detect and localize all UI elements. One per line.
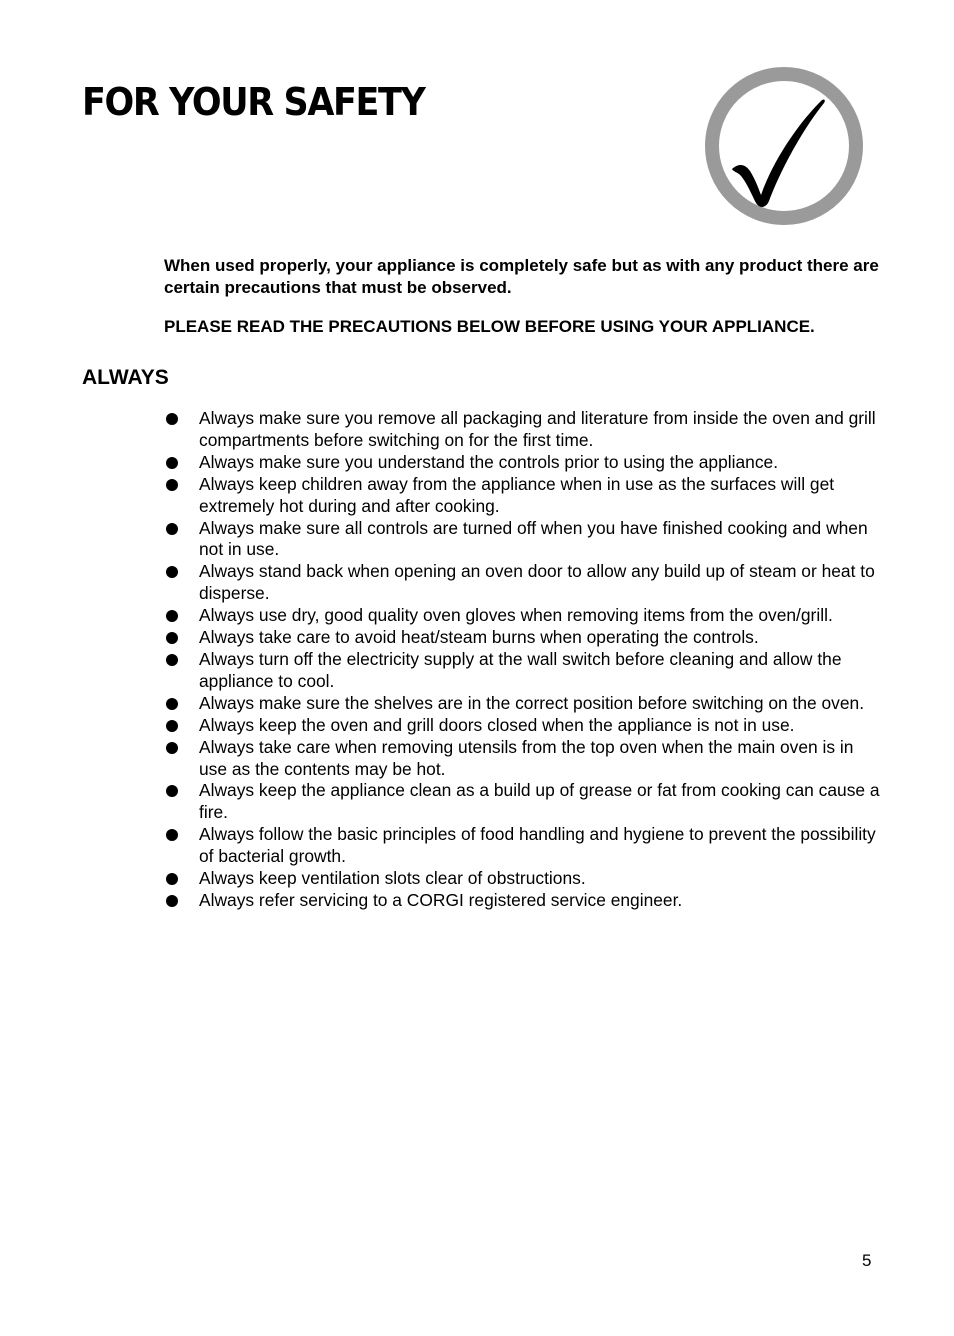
list-item-text: Always turn off the electricity supply at the wall switch before cleaning and allow the appliance to cool. [199,648,842,691]
bullet-icon [166,479,178,491]
always-precautions-list [164,408,880,912]
list-item-text: Always keep the oven and grill doors closed when the appliance is not in use. [199,714,795,735]
list-item-text: Always refer servicing to a CORGI registered service engineer. [199,889,683,910]
list-item [164,693,880,715]
list-item-text: Always stand back when opening an oven door to allow any build up of steam or heat to disperse. [199,561,875,604]
read-precautions-notice: PLEASE READ THE PRECAUTIONS BELOW BEFORE USING YOUR APPLIANCE. [164,317,815,336]
list-item-text: Always make sure all controls are turned off when you have finished cooking and when not in use. [199,517,868,560]
list-item-text: Always follow the basic principles of food handling and hygiene to prevent the possibility of bacterial growth. [199,824,876,867]
list-item-text: Always take care to avoid heat/steam burns when operating the controls. [199,627,759,648]
list-item-text: Always make sure the shelves are in the correct position before switching on the oven. [199,692,865,713]
list-item [164,474,880,518]
list-item [164,408,880,452]
list-item-text: Always keep children away from the appliance when in use as the surfaces will get extremely hot during and after cooking. [199,473,835,516]
bullet-icon [166,742,178,754]
list-item [164,605,880,627]
intro-text: When used properly, your appliance is completely safe but as with any product there are certain precautions that must be observed. [164,256,879,297]
badge-ring [712,74,856,218]
bullet-icon [166,785,178,797]
list-item-text: Always use dry, good quality oven gloves when removing items from the oven/grill. [199,605,833,626]
bullet-icon [166,720,178,732]
bullet-icon [166,523,178,535]
bullet-icon [166,632,178,644]
bullet-icon [166,654,178,666]
list-item-text: Always keep ventilation slots clear of obstructions. [199,868,586,889]
list-item [164,452,880,474]
bullet-icon [166,457,178,469]
list-item [164,649,880,693]
list-item [164,561,880,605]
list-item [164,868,880,890]
bullet-icon [166,829,178,841]
bullet-icon [166,610,178,622]
list-item-text: Always make sure you remove all packaging and literature from inside the oven and grill compartments before switching on for the first time. [199,408,876,450]
list-item-text: Always take care when removing utensils from the top oven when the main oven is in use as the contents may be hot. [199,736,854,779]
list-item-text: Always keep the appliance clean as a build up of grease or fat from cooking can cause a fire. [199,780,880,823]
bullet-icon [166,873,178,885]
bullet-icon [166,698,178,710]
always-heading: ALWAYS [82,366,169,389]
bullet-icon [166,566,178,578]
list-item-text: Always make sure you understand the controls prior to using the appliance. [199,451,779,472]
list-item [164,715,880,737]
list-item [164,737,880,781]
list-item [164,627,880,649]
check-mark-icon [703,65,865,227]
bullet-icon [166,413,178,425]
bullet-icon [166,895,178,907]
list-item [164,518,880,562]
list-item [164,890,880,912]
check-mark [732,100,825,207]
page-number: 5 [862,1251,872,1270]
list-item [164,780,880,824]
page-title: FOR YOUR SAFETY [82,80,425,124]
list-item [164,824,880,868]
